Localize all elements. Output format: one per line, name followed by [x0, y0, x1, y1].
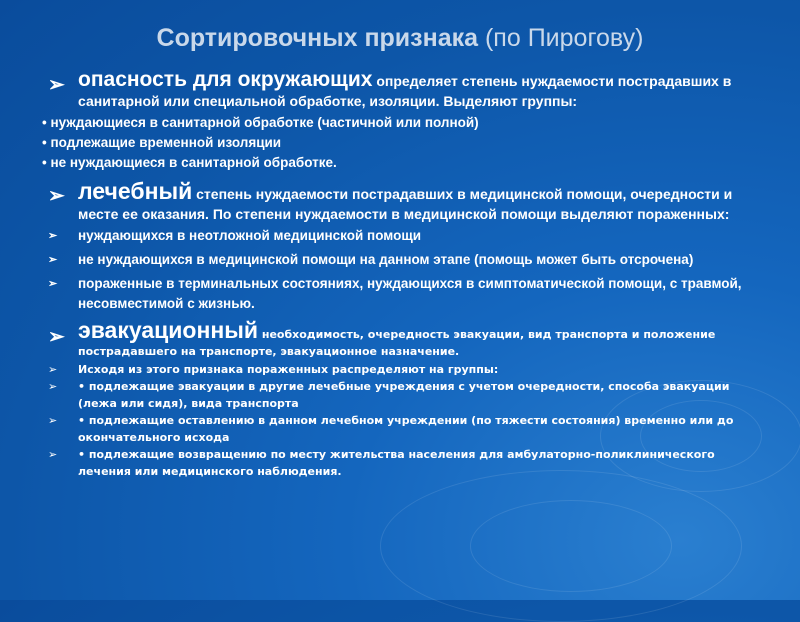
arrow-bullet-icon: ➢	[48, 326, 65, 348]
list-item: • подлежащие временной изоляции	[42, 135, 282, 150]
list-item: ➢ не нуждающихся в медицинской помощи на данном этапе (помощь может быть отсрочена)	[48, 250, 753, 270]
small-arrow-icon: ➢	[48, 278, 58, 290]
section-treatment-description: степень нуждаемости пострадавших в медицинской помощи, очередности и месте ее оказания. По степени нуждаемости в медицинской помощи выделяют пораженных:	[78, 186, 733, 222]
section-treatment	[48, 178, 753, 224]
section-hazard-items	[44, 113, 753, 173]
title-main: Сортировочных признака	[156, 24, 479, 52]
small-arrow-icon: ➢	[48, 448, 58, 461]
section-evacuation-items	[48, 361, 753, 480]
list-item: ➢ • подлежащие эвакуации в другие лечебные учреждения с учетом очередности, способа эвакуации (лежа или сидя), вида транспорта	[48, 380, 730, 410]
small-arrow-icon: ➢	[48, 363, 58, 376]
section-evacuation	[48, 317, 753, 360]
section-treatment-items	[48, 226, 753, 314]
arrow-bullet-icon: ➢	[48, 185, 65, 207]
section-hazard-description: определяет степень нуждаемости пострадавших в санитарной или специальной обработке, изоляции. Выделяют группы:	[78, 73, 732, 109]
slide-body	[42, 68, 753, 480]
list-item: ➢ Исходя из этого признака пораженных распределяют на группы:	[48, 363, 499, 376]
small-arrow-icon: ➢	[48, 254, 58, 266]
small-arrow-icon: ➢	[48, 380, 58, 393]
list-item: • нуждающиеся в санитарной обработке (частичной или полной)	[42, 115, 479, 130]
arrow-bullet-icon: ➢	[48, 74, 65, 96]
slide-title	[0, 24, 800, 53]
list-item: ➢ пораженные в терминальных состояниях, нуждающихся в симптоматической помощи, с травмой, несовместимой с жизнью.	[48, 276, 742, 311]
title-sub: (по Пирогову)	[484, 24, 644, 52]
list-item: • не нуждающиеся в санитарной обработке.	[42, 155, 337, 170]
small-arrow-icon: ➢	[48, 414, 58, 427]
section-evacuation-wrap	[48, 317, 753, 480]
section-hazard-heading: опасность для окружающих	[78, 68, 373, 91]
list-item: ➢ • подлежащие оставлению в данном лечебном учреждении (по тяжести состояния) временно или до окончательного исхода	[48, 414, 734, 444]
list-item: ➢ нуждающихся в неотложной медицинской помощи	[48, 226, 753, 246]
section-treatment-text	[78, 178, 753, 224]
section-hazard-text	[78, 70, 753, 111]
section-evacuation-text	[78, 317, 753, 360]
section-evacuation-heading: эвакуационный	[78, 317, 259, 343]
section-hazard	[48, 70, 753, 111]
small-arrow-icon: ➢	[48, 230, 58, 242]
list-item: ➢ • подлежащие возвращению по месту жительства населения для амбулаторно-поликлинического лечения или медицинского наблюдения.	[48, 448, 715, 478]
section-evacuation-description: необходимость, очередность эвакуации, вид транспорта и положение пострадавшего на транспорте, эвакуационное назначение.	[78, 328, 716, 358]
section-treatment-heading: лечебный	[78, 178, 193, 204]
